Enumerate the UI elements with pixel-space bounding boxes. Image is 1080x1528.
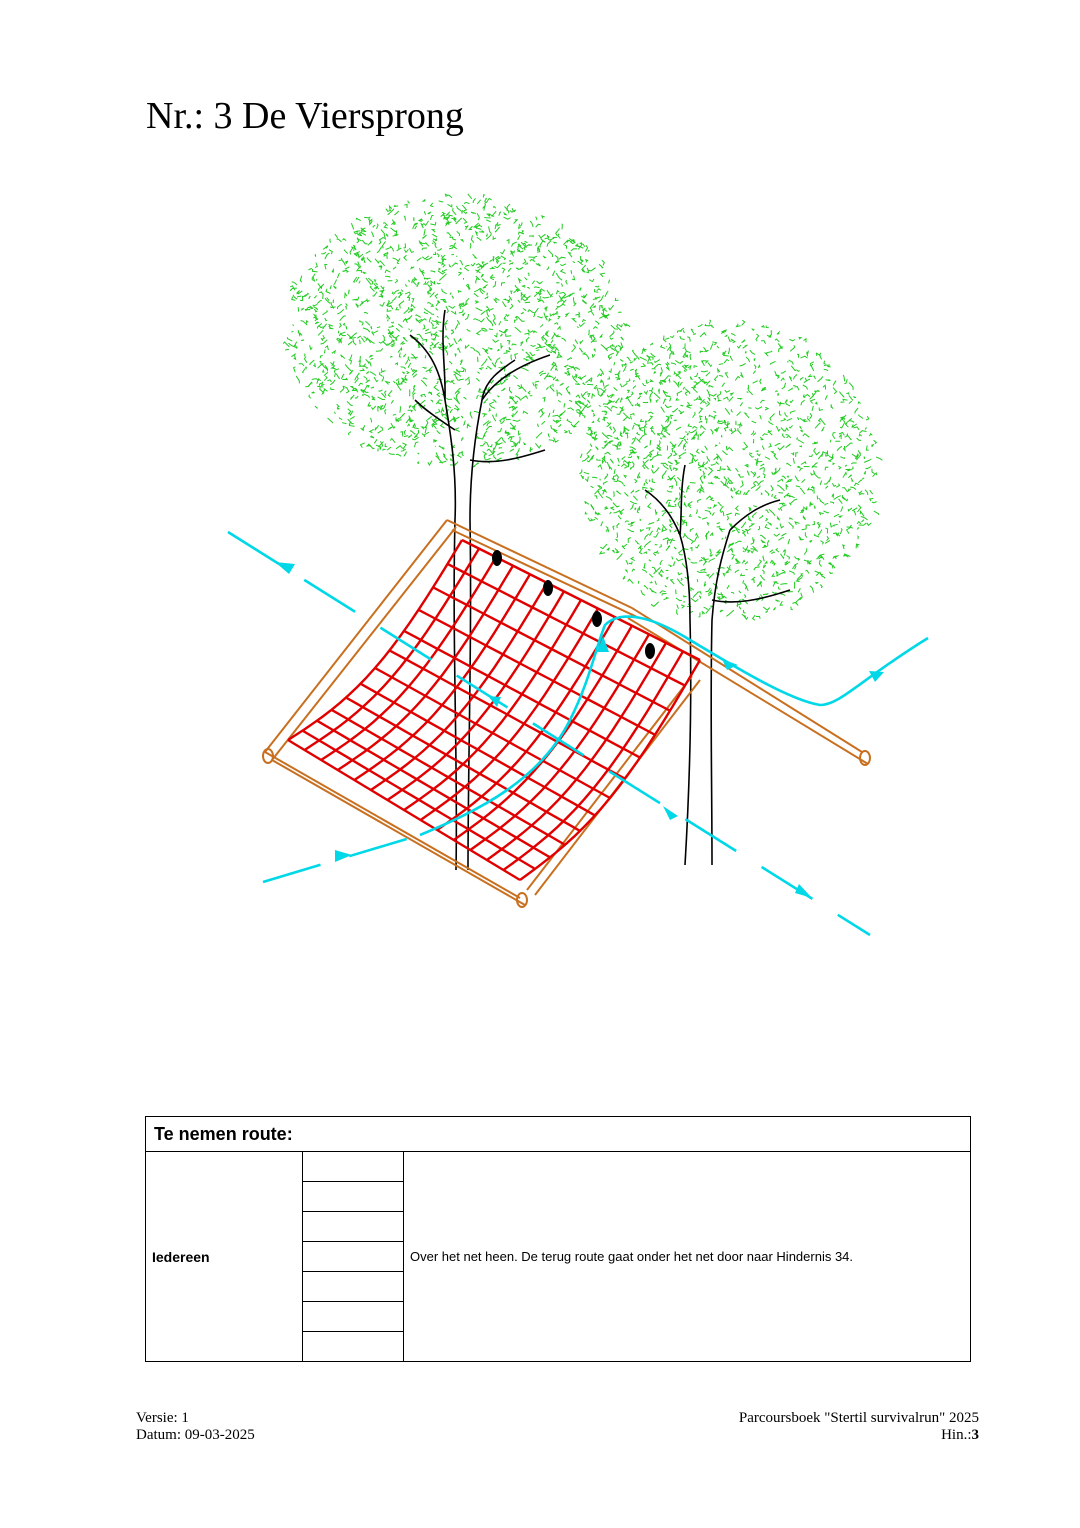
climbing-net	[288, 540, 700, 880]
route-table-header: Te nemen route:	[146, 1117, 971, 1152]
route-group-label: Iedereen	[146, 1152, 303, 1362]
route-table	[145, 1116, 971, 1362]
route-subcell	[303, 1332, 404, 1362]
route-subcell	[303, 1212, 404, 1242]
route-subcell	[303, 1242, 404, 1272]
route-subcell	[303, 1302, 404, 1332]
route-over-net	[420, 617, 928, 835]
tree-trunk-right	[645, 465, 790, 865]
obstacle-prefix: Hin.:	[941, 1427, 972, 1443]
obstacle-number: 3	[971, 1427, 979, 1443]
obstacle-number-line	[739, 1427, 979, 1444]
page-title: Nr.: 3 De Viersprong	[146, 95, 464, 137]
route-subcell	[303, 1272, 404, 1302]
book-title: Parcoursboek "Stertil survivalrun" 2025	[738, 1410, 979, 1426]
route-subcell	[303, 1152, 404, 1182]
tree-foliage-right	[580, 320, 883, 621]
version-label: Versie: 1	[136, 1410, 189, 1426]
route-description: Over het net heen. De terug route gaat onder het net door naar Hindernis 34.	[404, 1152, 971, 1362]
route-subcell	[303, 1182, 404, 1212]
tree-foliage-left	[283, 194, 630, 467]
route-lines	[228, 532, 928, 935]
footer-right	[739, 1410, 979, 1444]
date-label: Datum: 09-03-2025	[136, 1427, 255, 1443]
footer-left	[136, 1410, 255, 1444]
